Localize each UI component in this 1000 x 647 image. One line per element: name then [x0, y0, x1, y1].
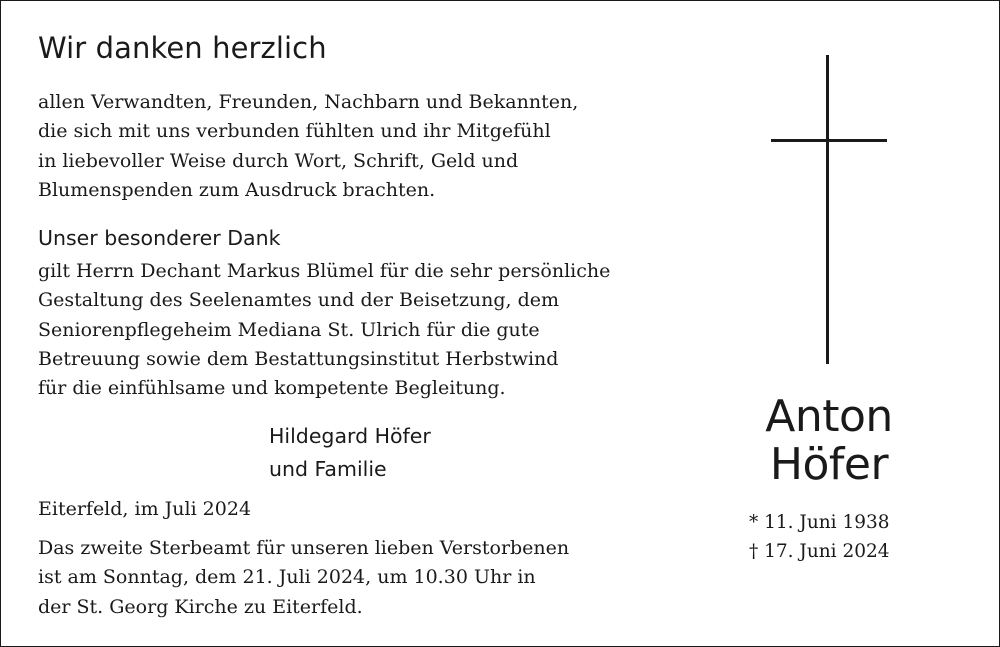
mass-announcement	[38, 534, 569, 622]
special-thanks-line: Gestaltung des Seelenamtes und der Beisetzung, dem	[38, 289, 560, 312]
signature-line: und Familie	[269, 456, 387, 481]
special-thanks-line: gilt Herrn Dechant Markus Blümel für die sehr persönliche	[38, 260, 611, 282]
mass-line: der St. Georg Kirche zu Eiterfeld.	[38, 595, 363, 618]
headline: Wir danken herzlich	[38, 31, 327, 65]
cross-vertical-bar	[826, 55, 829, 364]
intro-line: in liebevoller Weise durch Wort, Schrift, Geld und	[38, 149, 519, 172]
death-date: † 17. Juni 2024	[749, 541, 890, 562]
deceased-last-name: Höfer	[769, 439, 889, 490]
mass-line: ist am Sonntag, dem 21. Juli 2024, um 10.30 Uhr in	[38, 566, 536, 589]
intro-line: Blumenspenden zum Ausdruck brachten.	[38, 178, 436, 201]
intro-line: allen Verwandten, Freunden, Nachbarn und Bekannten,	[38, 91, 579, 113]
intro-line: die sich mit uns verbunden fühlten und ihr Mitgefühl	[38, 120, 551, 143]
place-date	[38, 495, 251, 524]
signature-line: Hildegard Höfer	[269, 424, 431, 448]
birth-date: * 11. Juni 1938	[749, 512, 890, 533]
special-thanks-line: Betreuung sowie dem Bestattungsinstitut Herbstwind	[38, 347, 559, 370]
deceased-name	[749, 393, 909, 489]
intro-paragraph	[38, 88, 578, 205]
special-thanks-line: Seniorenpflegeheim Mediana St. Ulrich für die gute	[38, 318, 540, 341]
deceased-first-name: Anton	[765, 391, 893, 442]
life-dates	[749, 508, 890, 566]
special-thanks-line: für die einfühlsame und kompetente Begleitung.	[38, 377, 506, 400]
place-date-text: Eiterfeld, im Juli 2024	[38, 498, 252, 520]
signature	[269, 420, 431, 485]
cross-horizontal-bar	[771, 139, 887, 142]
special-thanks-heading: Unser besonderer Dank	[38, 226, 281, 250]
special-thanks-paragraph	[38, 257, 610, 403]
mass-line: Das zweite Sterbeamt für unseren lieben Verstorbenen	[38, 537, 570, 559]
